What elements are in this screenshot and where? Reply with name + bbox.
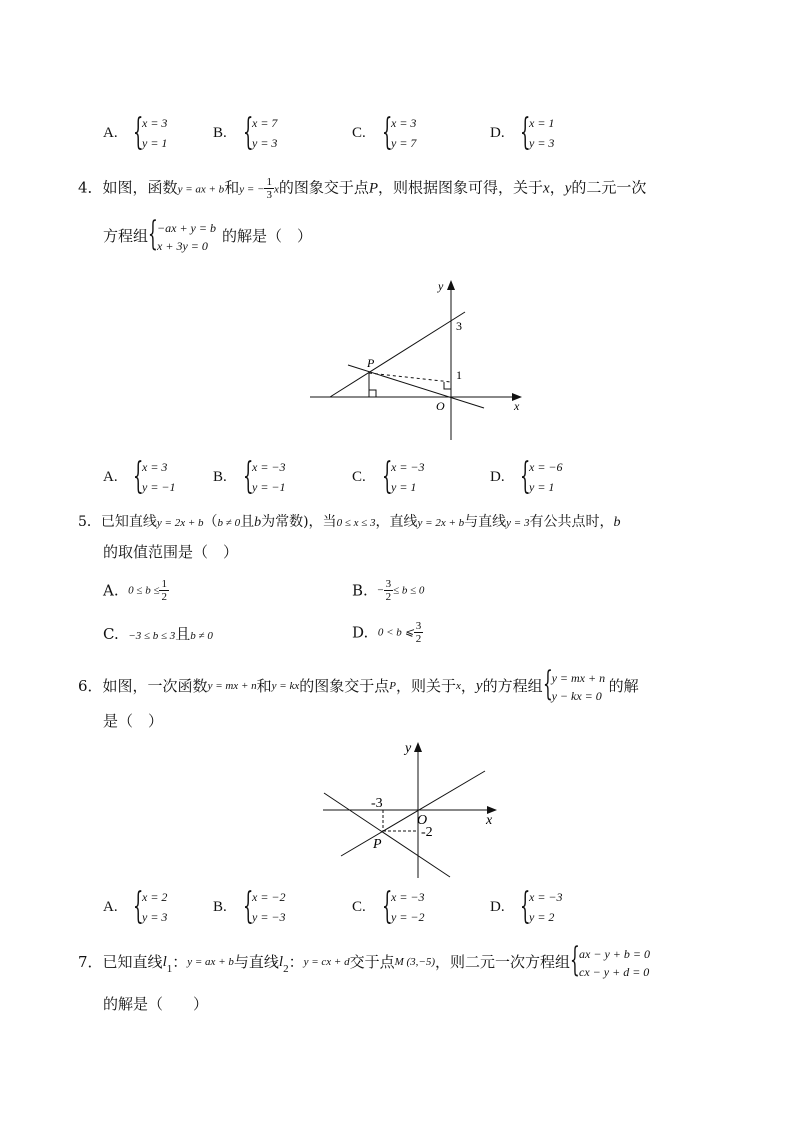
stem-text: 的二元一次 (571, 178, 647, 197)
math: y = cx + d (303, 956, 350, 968)
equation-system (243, 886, 303, 929)
math-subscript: 1 (166, 963, 173, 975)
stem-text: 已知直线 (102, 953, 163, 971)
point-p-label: P (373, 837, 382, 852)
math: M (3,−5) (394, 956, 436, 968)
stem-text: ，则二元一次方程组 (435, 953, 571, 971)
option-label: A. (103, 469, 118, 485)
math: y = 2x + b (417, 517, 465, 529)
stem-text: （ (203, 514, 218, 530)
option-label: C. (103, 625, 119, 643)
stem-text: 与直线 (464, 514, 507, 530)
math: 0 ≤ x ≤ 3 (336, 517, 376, 529)
brace: { (382, 886, 393, 927)
stem-text: 有公共点时， (529, 514, 614, 530)
option-label: D. (490, 469, 505, 485)
equation-line: y = −2 (391, 910, 425, 924)
y-axis-arrow (414, 742, 422, 752)
math: y = kx (271, 680, 300, 692)
equation-line: x = −3 (391, 460, 425, 474)
math: 0 < b ⩽ (377, 626, 414, 639)
stem-text: 如图，一次函数 (102, 677, 208, 695)
stem-text: 的方程组 (482, 677, 543, 695)
equation-line: y = −1 (252, 480, 286, 494)
equation-line: y = 1 (391, 480, 417, 494)
fraction: $\frac{3}{2}$ (415, 620, 422, 645)
math: y = 3 (506, 517, 530, 529)
option-label: A. (103, 125, 118, 141)
question-number: 7． (78, 953, 103, 971)
math: −3 ≤ b ≤ 3 (128, 630, 176, 642)
brace: { (520, 886, 531, 927)
equation-line: x = 2 (142, 890, 168, 904)
stem-text: 方程组 (103, 227, 149, 245)
equation-line: x = −3 (252, 460, 286, 474)
equation-line: y = −1 (142, 480, 176, 494)
stem-text: 的解是（ ） (103, 995, 209, 1013)
tick-label-1: 1 (456, 368, 462, 382)
brace: { (243, 456, 254, 497)
stem-text: ： (172, 953, 188, 971)
stem-text: 的解 (608, 677, 639, 695)
option-label: D. (352, 623, 369, 642)
math: y = ax + b (177, 183, 225, 196)
point-p-label: P (367, 356, 375, 370)
origin-label: O (436, 399, 445, 413)
math: l (278, 954, 284, 970)
stem-text: 与直线 (233, 953, 279, 971)
equation-line: y = 3 (252, 136, 278, 150)
fraction: $\frac{3}{2}$ (385, 578, 392, 603)
equation-system (133, 886, 193, 929)
stem-text: 的解是（ ） (222, 227, 313, 245)
question-number: 5． (78, 514, 101, 530)
question-number: 4． (78, 178, 103, 197)
equation-line: y = 1 (142, 136, 168, 150)
math: b (254, 515, 262, 530)
question-number: 6． (78, 677, 103, 695)
stem-text: 已知直线 (100, 514, 157, 530)
equation-line: y = −3 (252, 910, 286, 924)
math: y = ax + b (187, 956, 234, 968)
stem-text: 交于点 (349, 953, 395, 971)
stem-text: 和 (224, 178, 240, 197)
math: x (455, 680, 461, 692)
equation-system: { y = mx + n y − kx = 0 (542, 664, 606, 704)
equation-line: x = −2 (252, 890, 286, 904)
math: P (368, 180, 379, 197)
fraction: $\frac{1}{3}$ (266, 176, 272, 201)
stem-text: 和 (256, 677, 272, 695)
fraction: $\frac{1}{2}$ (161, 578, 167, 603)
x-axis-label: x (486, 813, 493, 828)
line-y-kx (341, 771, 485, 856)
brace: { (520, 112, 531, 153)
math: b ≠ 0 (217, 517, 241, 529)
option-label: C. (352, 125, 366, 141)
brace: { (382, 456, 393, 497)
option-label: B. (213, 899, 227, 915)
equation-system: { ax − y + b = 0 cx − y + d = 0 (570, 940, 650, 980)
math: y = mx + n (207, 680, 257, 692)
equation-line: y = 3 (529, 136, 555, 150)
math: 0 ≤ b ≤ (128, 584, 160, 597)
option-label: B. (352, 581, 368, 600)
math: y (475, 678, 483, 694)
math-subscript: 2 (283, 963, 289, 975)
equation-system (520, 886, 580, 929)
equation-line: x = 7 (252, 116, 278, 130)
equation-line: x = −3 (391, 890, 425, 904)
tick-label-neg2: -2 (421, 825, 433, 840)
math: l (162, 954, 167, 970)
brace: { (520, 456, 531, 497)
stem-text: 的取值范围是（ ） (103, 543, 239, 561)
equation-line: x = −3 (529, 890, 563, 904)
brace: { (243, 886, 254, 927)
option-label: A. (103, 899, 118, 915)
x-axis-label: x (514, 399, 520, 413)
tick-label-neg3: -3 (371, 796, 383, 811)
stem-text: 的图象交于点 (278, 178, 369, 197)
math: x (273, 183, 279, 196)
stem-text: ，则关于 (395, 677, 456, 695)
equation-line: x = 1 (529, 116, 555, 130)
option-label: C. (352, 899, 366, 915)
math: y = 2x + b (156, 517, 204, 529)
equation-line: y = 2 (529, 910, 555, 924)
math: y (564, 180, 572, 197)
q7-stem-line2 (103, 994, 208, 1014)
brace: { (133, 886, 144, 927)
equation-line: y = 3 (142, 910, 168, 924)
brace: { (382, 112, 393, 153)
brace: { (243, 112, 254, 153)
q7-stem-line1 (78, 940, 660, 980)
stem-text: 为常数)，当 (261, 514, 337, 530)
brace: { (133, 456, 144, 497)
equation-line: x = 3 (142, 460, 168, 474)
math: b (613, 515, 621, 530)
tick-label-3: 3 (456, 319, 462, 333)
stem-text: 是（ ） (103, 712, 164, 730)
equation-line: x = −6 (529, 460, 563, 474)
option-label: A. (103, 581, 119, 600)
equation-system (382, 886, 442, 929)
math: y = − (239, 183, 265, 196)
option-label: D. (490, 899, 505, 915)
stem-text: 且 (175, 625, 191, 643)
equation-line: y = 7 (391, 136, 417, 150)
origin-label: O (417, 813, 428, 828)
stem-text: 的图象交于点 (299, 677, 390, 695)
option-label: B. (213, 469, 227, 485)
stem-text: ，直线 (375, 514, 418, 530)
stem-text: ， (460, 677, 476, 695)
math: ≤ b ≤ 0 (393, 584, 425, 597)
option-label: D. (490, 125, 505, 141)
math: P (389, 680, 396, 692)
math: b ≠ 0 (190, 630, 213, 642)
y-axis-label: y (438, 279, 444, 293)
option-label: B. (213, 125, 227, 141)
stem-text: ， (549, 178, 565, 197)
equation-system: { −ax + y = b x + 3y = 0 (148, 214, 216, 254)
stem-text: ： (288, 953, 304, 971)
equation-line: x = 3 (391, 116, 417, 130)
stem-text: 且 (240, 514, 255, 530)
stem-text: 如图，函数 (102, 178, 178, 197)
math: − (377, 584, 384, 597)
brace: { (133, 112, 144, 153)
equation-line: y = 1 (529, 480, 555, 494)
y-axis-label: y (405, 741, 412, 756)
math: x (543, 180, 550, 197)
stem-text: ，则根据图象可得，关于 (378, 178, 544, 197)
equation-line: x = 3 (142, 116, 168, 130)
option-label: C. (352, 469, 366, 485)
